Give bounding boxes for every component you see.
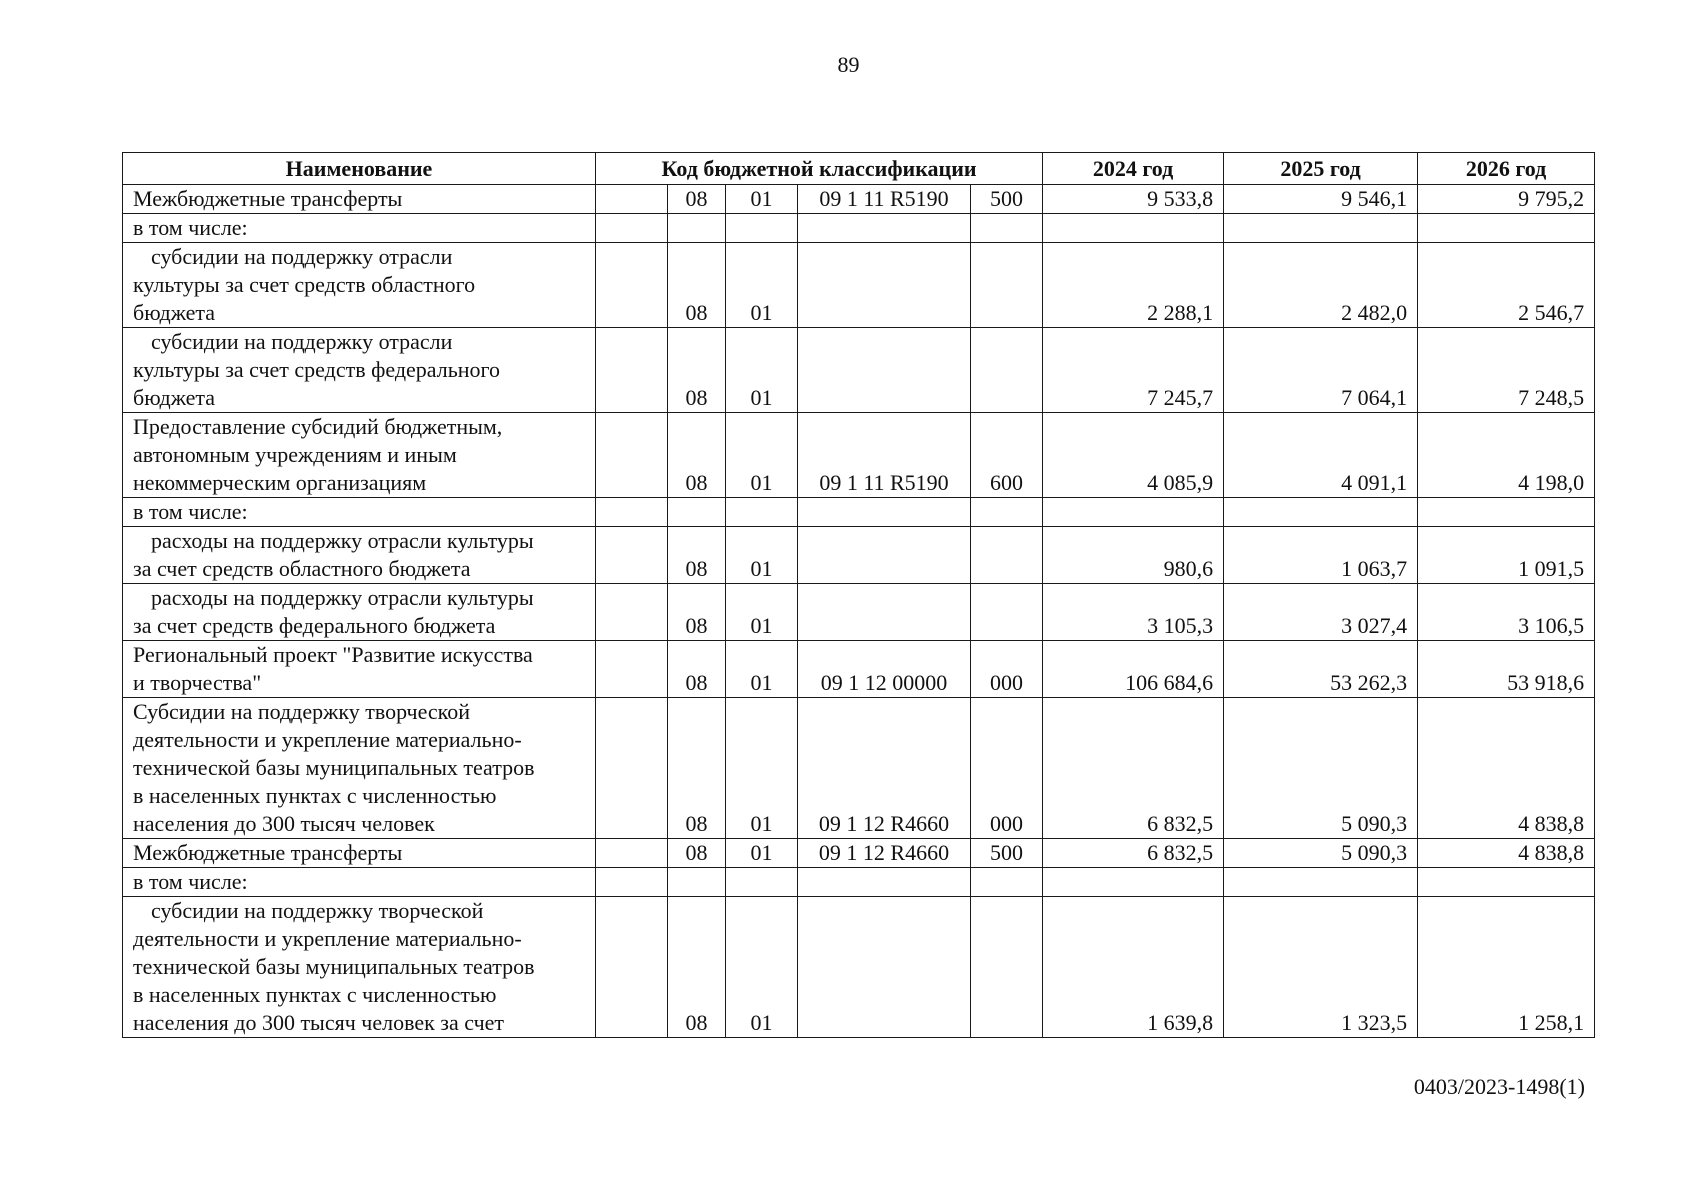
cell-code-expense-type: 000 [971, 641, 1043, 698]
cell-code-section [668, 498, 726, 527]
cell-value-2026: 53 918,6 [1418, 641, 1595, 698]
cell-value-2024: 2 288,1 [1043, 243, 1224, 328]
header-2024: 2024 год [1043, 153, 1224, 185]
cell-code-expense-type [971, 328, 1043, 413]
cell-code-target: 09 1 12 00000 [798, 641, 971, 698]
cell-value-2024: 7 245,7 [1043, 328, 1224, 413]
cell-code-subsection: 01 [726, 328, 798, 413]
cell-value-2026: 1 258,1 [1418, 897, 1595, 1038]
cell-code-blank [596, 498, 668, 527]
cell-code-target: 09 1 12 R4660 [798, 698, 971, 839]
cell-value-2026: 3 106,5 [1418, 584, 1595, 641]
table-header-row [123, 153, 1595, 185]
table-row [123, 498, 1595, 527]
cell-value-2025: 3 027,4 [1224, 584, 1418, 641]
cell-name: расходы на поддержку отрасли культуры за счет средств федерального бюджета [123, 584, 596, 641]
table-row [123, 839, 1595, 868]
cell-name: Межбюджетные трансферты [123, 185, 596, 214]
cell-value-2025 [1224, 868, 1418, 897]
table-row [123, 413, 1595, 498]
header-budget-code: Код бюджетной классификации [596, 153, 1043, 185]
cell-code-expense-type: 500 [971, 185, 1043, 214]
cell-value-2024: 9 533,8 [1043, 185, 1224, 214]
cell-value-2026: 1 091,5 [1418, 527, 1595, 584]
header-2026: 2026 год [1418, 153, 1595, 185]
cell-value-2025: 2 482,0 [1224, 243, 1418, 328]
cell-code-subsection: 01 [726, 527, 798, 584]
cell-code-target: 09 1 11 R5190 [798, 413, 971, 498]
table-row [123, 214, 1595, 243]
cell-code-subsection: 01 [726, 641, 798, 698]
cell-code-blank [596, 413, 668, 498]
document-id: 0403/2023-1498(1) [1413, 1074, 1585, 1099]
header-name: Наименование [123, 153, 596, 185]
cell-code-expense-type: 000 [971, 698, 1043, 839]
table-body [123, 185, 1595, 1038]
cell-name: Субсидии на поддержку творческой деятельности и укрепление материально- технической базы муниципальных театров в населенных пунктах с численностью населения до 300 тысяч человек [123, 698, 596, 839]
cell-code-target: 09 1 11 R5190 [798, 185, 971, 214]
cell-value-2026: 4 838,8 [1418, 839, 1595, 868]
cell-code-blank [596, 527, 668, 584]
cell-code-subsection: 01 [726, 185, 798, 214]
cell-code-blank [596, 698, 668, 839]
cell-code-target [798, 897, 971, 1038]
cell-value-2025: 1 323,5 [1224, 897, 1418, 1038]
cell-value-2025: 5 090,3 [1224, 698, 1418, 839]
cell-code-target [798, 868, 971, 897]
cell-name: субсидии на поддержку творческой деятельности и укрепление материально- технической базы муниципальных театров в населенных пунктах с численностью населения до 300 тысяч человек за счет [123, 897, 596, 1038]
cell-code-subsection: 01 [726, 897, 798, 1038]
cell-code-section: 08 [668, 328, 726, 413]
table-row [123, 868, 1595, 897]
cell-name: Предоставление субсидий бюджетным, автономным учреждениям и иным некоммерческим организациям [123, 413, 596, 498]
cell-code-expense-type [971, 214, 1043, 243]
cell-code-blank [596, 584, 668, 641]
table-row [123, 243, 1595, 328]
cell-code-blank [596, 641, 668, 698]
cell-code-subsection [726, 214, 798, 243]
cell-code-subsection: 01 [726, 584, 798, 641]
cell-value-2025: 5 090,3 [1224, 839, 1418, 868]
cell-code-expense-type [971, 498, 1043, 527]
table-row [123, 897, 1595, 1038]
cell-code-section: 08 [668, 185, 726, 214]
table-row [123, 698, 1595, 839]
header-2025: 2025 год [1224, 153, 1418, 185]
cell-name: в том числе: [123, 868, 596, 897]
budget-table [122, 152, 1595, 1038]
table-row [123, 527, 1595, 584]
cell-code-subsection: 01 [726, 413, 798, 498]
cell-code-section: 08 [668, 839, 726, 868]
cell-code-expense-type [971, 868, 1043, 897]
cell-code-section: 08 [668, 527, 726, 584]
cell-code-expense-type [971, 584, 1043, 641]
cell-code-blank [596, 243, 668, 328]
cell-value-2025: 1 063,7 [1224, 527, 1418, 584]
cell-code-blank [596, 328, 668, 413]
page-number: 89 [837, 52, 860, 77]
cell-value-2025 [1224, 214, 1418, 243]
cell-code-subsection [726, 868, 798, 897]
cell-value-2024 [1043, 868, 1224, 897]
cell-code-section: 08 [668, 584, 726, 641]
cell-value-2025: 9 546,1 [1224, 185, 1418, 214]
cell-name: субсидии на поддержку отрасли культуры за счет средств областного бюджета [123, 243, 596, 328]
cell-code-subsection [726, 498, 798, 527]
cell-code-section [668, 214, 726, 243]
cell-value-2024: 6 832,5 [1043, 698, 1224, 839]
cell-code-section: 08 [668, 897, 726, 1038]
table-row [123, 185, 1595, 214]
cell-value-2026: 4 198,0 [1418, 413, 1595, 498]
cell-value-2024 [1043, 498, 1224, 527]
cell-value-2025 [1224, 498, 1418, 527]
table-row [123, 641, 1595, 698]
cell-name: в том числе: [123, 214, 596, 243]
cell-value-2026: 7 248,5 [1418, 328, 1595, 413]
cell-value-2026 [1418, 868, 1595, 897]
cell-value-2024 [1043, 214, 1224, 243]
cell-code-section [668, 868, 726, 897]
cell-code-blank [596, 897, 668, 1038]
table-row [123, 584, 1595, 641]
cell-code-expense-type: 600 [971, 413, 1043, 498]
cell-value-2024: 106 684,6 [1043, 641, 1224, 698]
cell-code-blank [596, 214, 668, 243]
cell-code-target [798, 214, 971, 243]
table-row [123, 328, 1595, 413]
cell-code-target: 09 1 12 R4660 [798, 839, 971, 868]
cell-code-target [798, 498, 971, 527]
cell-code-expense-type [971, 243, 1043, 328]
cell-value-2024: 980,6 [1043, 527, 1224, 584]
cell-code-target [798, 584, 971, 641]
cell-value-2024: 3 105,3 [1043, 584, 1224, 641]
cell-value-2025: 7 064,1 [1224, 328, 1418, 413]
cell-code-section: 08 [668, 243, 726, 328]
cell-name: расходы на поддержку отрасли культуры за счет средств областного бюджета [123, 527, 596, 584]
cell-code-subsection: 01 [726, 698, 798, 839]
cell-value-2025: 53 262,3 [1224, 641, 1418, 698]
cell-code-target [798, 243, 971, 328]
cell-code-section: 08 [668, 413, 726, 498]
cell-code-section: 08 [668, 641, 726, 698]
cell-name: в том числе: [123, 498, 596, 527]
cell-code-target [798, 328, 971, 413]
cell-code-target [798, 527, 971, 584]
cell-name: субсидии на поддержку отрасли культуры за счет средств федерального бюджета [123, 328, 596, 413]
cell-name: Региональный проект "Развитие искусства и творчества" [123, 641, 596, 698]
cell-value-2026 [1418, 498, 1595, 527]
cell-value-2024: 6 832,5 [1043, 839, 1224, 868]
cell-value-2025: 4 091,1 [1224, 413, 1418, 498]
cell-code-blank [596, 868, 668, 897]
cell-code-expense-type: 500 [971, 839, 1043, 868]
cell-code-expense-type [971, 897, 1043, 1038]
cell-value-2026: 4 838,8 [1418, 698, 1595, 839]
cell-value-2026: 9 795,2 [1418, 185, 1595, 214]
cell-code-blank [596, 185, 668, 214]
cell-value-2026: 2 546,7 [1418, 243, 1595, 328]
cell-code-subsection: 01 [726, 839, 798, 868]
cell-name: Межбюджетные трансферты [123, 839, 596, 868]
cell-code-expense-type [971, 527, 1043, 584]
cell-code-section: 08 [668, 698, 726, 839]
cell-value-2024: 1 639,8 [1043, 897, 1224, 1038]
cell-value-2024: 4 085,9 [1043, 413, 1224, 498]
cell-code-subsection: 01 [726, 243, 798, 328]
cell-value-2026 [1418, 214, 1595, 243]
cell-code-blank [596, 839, 668, 868]
